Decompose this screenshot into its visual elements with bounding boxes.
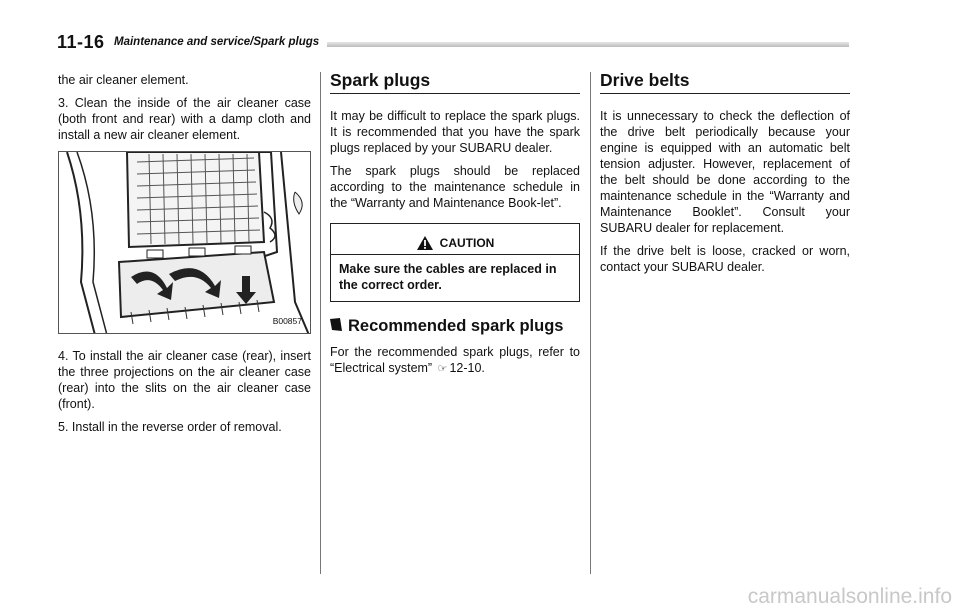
watermark: carmanualsonline.info: [747, 585, 952, 608]
paragraph: The spark plugs should be replaced according to the maintenance schedule in the “Warranty and Maintenance Book-let”.: [330, 164, 580, 210]
caution-box: [330, 223, 580, 302]
section-bullet-icon: [330, 318, 342, 331]
paragraph: [330, 344, 580, 377]
warning-icon: [416, 235, 434, 251]
step-4: 4. To install the air cleaner case (rear), insert the three projections on the air cleaner case (rear) into the slits on the air cleaner case (front).: [58, 349, 311, 411]
page-reference: 12-10.: [449, 361, 485, 375]
page-number: 11-16: [57, 32, 105, 52]
recommended-heading: [330, 318, 580, 334]
figure-id: B00857: [272, 316, 302, 326]
column-middle: [330, 72, 580, 384]
step-5: 5. Install in the reverse order of removal.: [58, 420, 282, 434]
step-3: 3. Clean the inside of the air cleaner case (both front and rear) with a damp cloth and install a new air cleaner element.: [58, 96, 311, 142]
column-divider: [590, 72, 591, 574]
paragraph: It is unnecessary to check the deflection of the drive belt periodically because your engine is equipped with an automatic belt tension adjuster. However, replacement of the belt should be done according to the maintenance schedule in the “Warranty and Maintenance Booklet”. Consult your SUBARU dealer for replacement.: [600, 109, 850, 235]
paragraph: If the drive belt is loose, cracked or worn, contact your SUBARU dealer.: [600, 244, 850, 274]
reference-text: For the recommended spark plugs, refer to “Electrical system”: [330, 345, 580, 375]
air-cleaner-illustration: [58, 151, 311, 334]
paragraph: the air cleaner element.: [58, 73, 189, 87]
caution-title: CAUTION: [439, 236, 495, 250]
section-title: Maintenance and service/Spark plugs: [114, 36, 320, 48]
header-rule: [327, 42, 849, 47]
spark-plugs-heading: Spark plugs: [330, 72, 580, 94]
paragraph: It may be difficult to replace the spark plugs. It is recommended that you have the spark plugs replaced by your SUBARU dealer.: [330, 109, 580, 155]
caution-header: [331, 232, 579, 255]
column-left: [58, 72, 311, 442]
drive-belts-heading: Drive belts: [600, 72, 850, 94]
column-divider: [320, 72, 321, 574]
page-reference-icon: ☞: [437, 363, 448, 375]
column-right: [600, 72, 850, 282]
caution-text: Make sure the cables are replaced in the correct order.: [339, 262, 557, 292]
recommended-heading-text: Recommended spark plugs: [348, 317, 564, 335]
page-header: [57, 32, 849, 54]
